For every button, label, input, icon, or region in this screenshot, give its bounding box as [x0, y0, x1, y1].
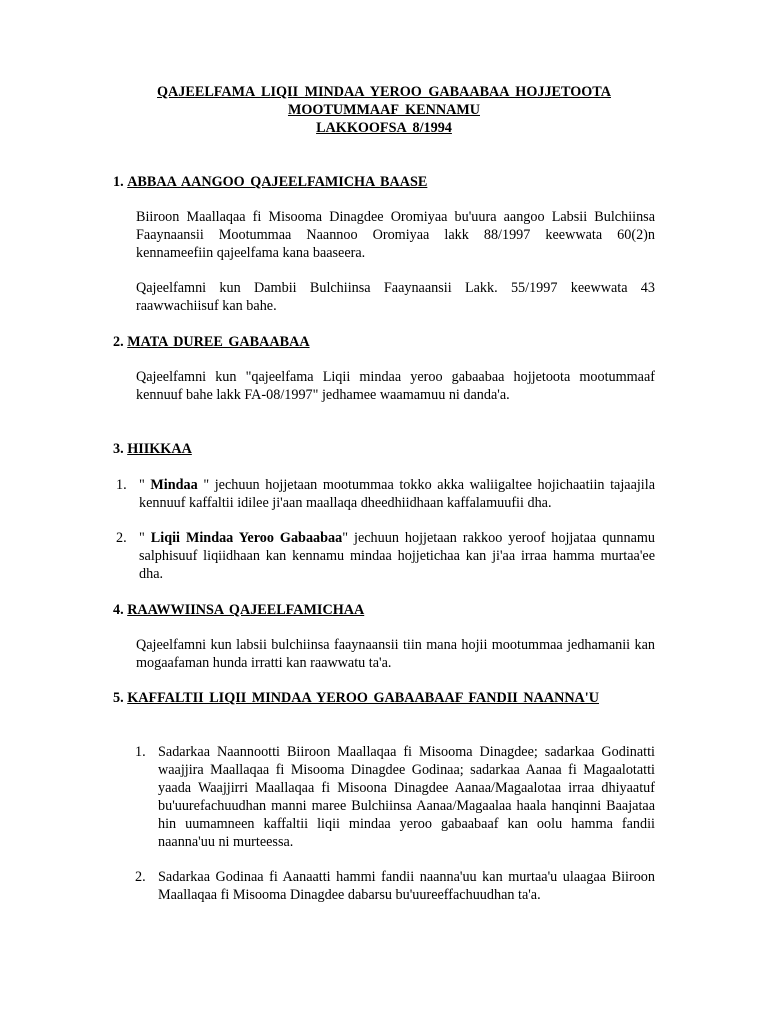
- list-marker: 1.: [135, 744, 146, 760]
- list-marker: 2.: [135, 869, 146, 885]
- section-title: RAAWWIINSA QAJEELFAMICHAA: [127, 602, 365, 618]
- section-number: 3.: [113, 441, 124, 457]
- section-number: 5.: [113, 690, 124, 706]
- list-marker: 2.: [116, 530, 127, 546]
- defined-term: Mindaa: [150, 477, 198, 493]
- document-title-line-2: MOOTUMMAAF KENNAMU: [287, 102, 480, 118]
- section-title: MATA DUREE GABAABAA: [127, 334, 310, 350]
- list-item-text: Sadarkaa Naannootti Biiroon Maallaqaa fi Misooma Dinagdee; sadarkaa Godinatti waajjira Maallaqaa fi Misooma Dinagdee Godinaa; sadarkaa Aanaa fi Magaalotatti yaada Waajjirri Maallaqaa fi Misoona Dinagdee Aanaa/Magaalotaa irraa dhiyaatuf bu'uurefachuudhan manni maree Bulchiinsa Aanaa/Magaalaa haala hanqinni Baajataa hin uumamneen kaffaltii liqii mindaa yeroo gabaabaaf kan oolu hamma fandii naanna'uu ni murteessa.: [158, 744, 655, 850]
- document-title-line-1: QAJEELFAMA LIQII MINDAA YEROO GABAABAA HOJJETOOTA: [157, 84, 611, 100]
- section-number: 1.: [113, 174, 124, 190]
- section-title: HIIKKAA: [127, 441, 192, 457]
- section-title: ABBAA AANGOO QAJEELFAMICHA BAASE: [127, 174, 428, 190]
- section-4-paragraph-1: Qajeelfamni kun labsii bulchiinsa faaynaansii tiin mana hojii mootummaa jedhamanii kan mogaafaman hunda irratti kan raawwatu ta'a.: [136, 637, 655, 671]
- definition-text: [139, 476, 655, 512]
- open-quote: ": [139, 530, 151, 546]
- open-quote: ": [139, 477, 151, 493]
- section-number: 4.: [113, 602, 124, 618]
- list-item-text: Sadarkaa Godinaa fi Aanaatti hammi fandii naanna'uu kan murtaa'u ulaagaa Biiroon Maallaqaa fi Misooma Dinagdee dabarsu bu'uureeffachuudhan ta'a.: [158, 869, 655, 903]
- defined-term: Liqii Mindaa Yeroo Gabaabaa: [150, 530, 343, 546]
- section-1-heading: [113, 173, 427, 191]
- section-4-heading: [113, 601, 364, 619]
- section-1-paragraph-2: Qajeelfamni kun Dambii Bulchiinsa Faaynaansii Lakk. 55/1997 keewwata 43 raawwachiisuf kan bahe.: [136, 280, 655, 314]
- section-2-paragraph-1: Qajeelfamni kun "qajeelfama Liqii mindaa yeroo gabaabaa hojjetoota mootummaaf kennuuf bahe lakk FA-08/1997" jedhamee waamamuu ni danda'a.: [136, 369, 655, 403]
- definition-body: " jechuun hojjetaan mootummaa tokko akka waliigaltee hojichaatiin tajaajila kennuuf kaffaltii idilee ji'aan maallaqa dheedhiidhaan kaffalamuufii dha.: [139, 477, 655, 511]
- section-5-heading: [113, 689, 599, 707]
- document-title-line-3: LAKKOOFSA 8/1994: [316, 120, 452, 136]
- section-1-paragraph-1: Biiroon Maallaqaa fi Misooma Dinagdee Oromiyaa bu'uura aangoo Labsii Bulchiinsa Faaynaansii Mootummaa Naannoo Oromiyaa lakk 88/1997 keewwata 60(2)n kennameefiin qajeelfama kana baaseera.: [136, 209, 655, 261]
- section-2-heading: [113, 333, 310, 351]
- section-title: KAFFALTII LIQII MINDAA YEROO GABAABAAF FANDII NAANNA'U: [127, 690, 599, 706]
- section-number: 2.: [113, 334, 124, 350]
- definition-text: [139, 529, 655, 583]
- section-3-heading: [113, 440, 192, 458]
- definition-body: " jechuun hojjetaan rakkoo yeroof hojjataa qunnamu salphisuuf liqiidhaan kan kennamu mindaa hojjetichaa kan ji'aa irraa hamma murtaa'ee dha.: [139, 530, 656, 582]
- list-marker: 1.: [116, 477, 127, 493]
